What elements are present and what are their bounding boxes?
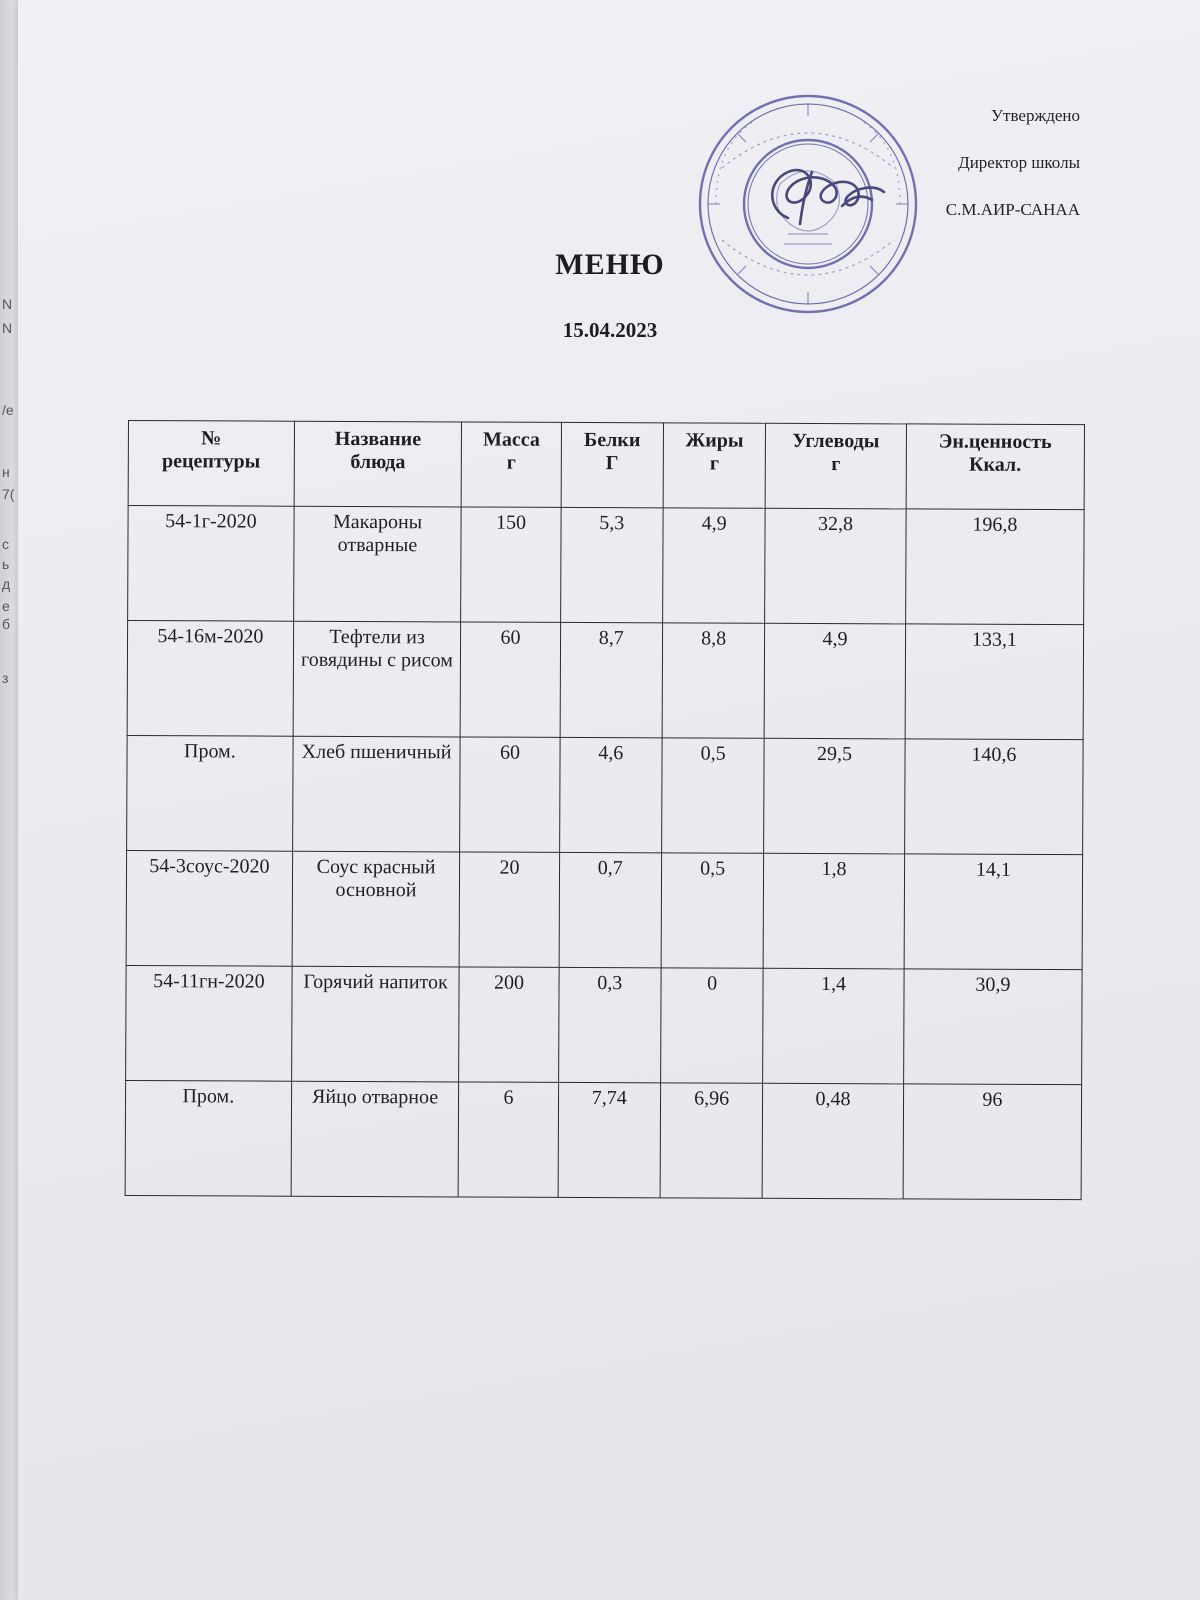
table-header-row (128, 421, 1084, 510)
cell-carbs: 4,9 (764, 623, 905, 739)
cell-dish-name: Тефтели из говядины с рисом (293, 621, 461, 737)
approval-label: Утверждено (991, 106, 1080, 125)
cell-mass: 150 (461, 507, 561, 622)
cell-protein: 8,7 (560, 622, 663, 737)
cell-energy: 30,9 (903, 969, 1082, 1085)
cell-recipe-number: 54-1г-2020 (128, 506, 294, 622)
cell-protein: 4,6 (559, 737, 662, 852)
cell-protein: 5,3 (560, 507, 663, 622)
table-row (128, 506, 1084, 625)
approver-name: С.М.АИР-САНАА (945, 200, 1080, 219)
cell-recipe-number: 54-11гн-2020 (126, 965, 292, 1081)
cell-recipe-number: Пром. (125, 1080, 291, 1196)
cell-dish-name: Яйцо отварное (291, 1081, 459, 1197)
page-title: МЕНЮ (555, 248, 665, 281)
edge-text-fragment: ь (2, 556, 10, 572)
cell-fat: 0,5 (662, 738, 765, 853)
cell-energy: 133,1 (905, 624, 1084, 740)
cell-fat: 8,8 (662, 623, 765, 738)
column-header-energy: Эн.ценность Ккал. (906, 424, 1085, 510)
cell-fat: 0 (661, 968, 764, 1083)
cell-recipe-number: 54-3соус-2020 (126, 850, 292, 966)
cell-mass: 60 (460, 737, 560, 852)
edge-text-fragment: N (2, 296, 13, 312)
edge-text-fragment: з (2, 670, 9, 686)
cell-fat: 6,96 (660, 1083, 763, 1198)
cell-carbs: 0,48 (762, 1083, 903, 1199)
table-row (127, 621, 1083, 740)
column-header-protein: Белки Г (561, 422, 664, 507)
cell-fat: 4,9 (663, 508, 766, 623)
cell-energy: 96 (903, 1084, 1082, 1200)
menu-date: 15.04.2023 (562, 318, 658, 342)
approval-block (946, 92, 1080, 233)
column-header-mass: Масса г (462, 422, 562, 507)
cell-protein: 0,3 (558, 967, 661, 1082)
edge-text-fragment: е (2, 598, 10, 614)
edge-text-fragment: н (2, 464, 10, 480)
menu-table (125, 420, 1085, 1200)
cell-carbs: 1,4 (763, 968, 904, 1084)
table-row (125, 1080, 1081, 1199)
column-header-recipe-number: № рецептуры (128, 421, 294, 507)
cell-mass: 60 (461, 622, 561, 737)
cell-energy: 14,1 (904, 854, 1083, 970)
cell-carbs: 29,5 (764, 738, 905, 854)
cell-carbs: 1,8 (763, 853, 904, 969)
edge-text-fragment: 7( (2, 486, 15, 502)
cell-recipe-number: Пром. (127, 735, 293, 851)
edge-text-fragment: б (2, 616, 11, 632)
edge-text-fragment: д (2, 576, 11, 592)
cell-protein: 0,7 (559, 852, 662, 967)
column-header-carbs: Углеводы г (765, 423, 906, 509)
column-header-fat: Жиры г (663, 423, 766, 508)
cell-protein: 7,74 (558, 1082, 661, 1197)
cell-dish-name: Хлеб пшеничный (292, 736, 460, 852)
cell-energy: 196,8 (905, 509, 1084, 625)
official-seal-stamp (692, 88, 924, 320)
edge-text-fragment: N (2, 320, 13, 336)
cell-mass: 6 (459, 1082, 559, 1197)
cell-fat: 0,5 (661, 853, 764, 968)
table-row (126, 965, 1082, 1084)
cell-mass: 20 (460, 852, 560, 967)
table-row (126, 850, 1082, 969)
cell-dish-name: Соус красный основной (292, 851, 460, 967)
column-header-dish-name: Название блюда (294, 421, 462, 507)
table-row (127, 735, 1083, 854)
cell-dish-name: Макароны отварные (293, 506, 461, 622)
cell-energy: 140,6 (904, 739, 1083, 855)
approver-position: Директор школы (958, 153, 1080, 172)
cell-carbs: 32,8 (765, 508, 906, 624)
cell-recipe-number: 54-16м-2020 (127, 621, 293, 737)
edge-text-fragment: с (2, 536, 9, 552)
edge-text-fragment: /e (2, 402, 14, 418)
cell-dish-name: Горячий напиток (291, 966, 459, 1082)
cell-mass: 200 (459, 967, 559, 1082)
